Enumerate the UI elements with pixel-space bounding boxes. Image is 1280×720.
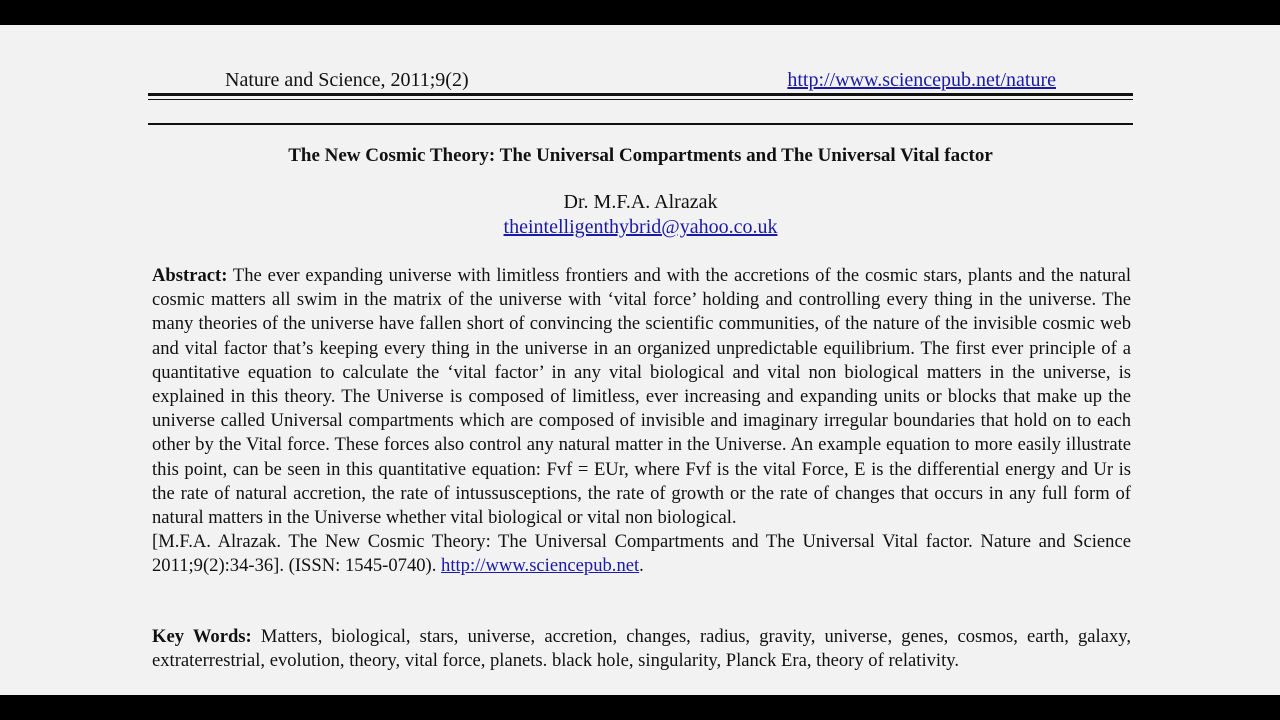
keywords-label: Key Words: — [152, 626, 252, 647]
abstract-section — [152, 264, 1131, 579]
abstract-paragraph — [152, 264, 1131, 530]
citation-end: . — [639, 555, 644, 577]
citation-text: [M.F.A. Alrazak. The New Cosmic Theory: The Universal Compartments and The Universal Vital factor. Nature and Science 2011;9(2):34-36]. (ISSN: 1545-0740). — [152, 531, 1131, 577]
document-page — [0, 25, 1280, 695]
title-rule — [148, 123, 1133, 125]
abstract-text: The ever expanding universe with limitless frontiers and with the accretions of the cosmic stars, plants and the natural cosmic matters all swim in the matrix of the universe with ‘vital force’ holding and controlling every thing in the universe. The many theories of the universe have fallen short of convincing the scientific communities, of the nature of the invisible cosmic web and vital factor that’s keeping every thing in the universe in an organized unpredictable equilibrium. The first ever principle of a quantitative equation to calculate the ‘vital factor’ in any vital biological and vital non biological matters in the universe, is explained in this theory. The Universe is composed of limitless, ever increasing and expanding units or blocks that make up the universe called Universal compartments which are composed of invisible and imaginary irregular boundaries that hold on to each other by the Vital force. These forces also control any natural matter in the Universe. An example equation to more easily illustrate this point, can be seen in this quantitative equation: Fvf = EUr, where Fvf is the vital Force, E is the differential energy and Ur is the rate of natural accretion, the rate of intussusceptions, the rate of growth or the rate of changes that occurs in any full form of natural matters in the Universe whether vital biological or vital non biological. — [152, 265, 1132, 529]
journal-url-link[interactable]: http://www.sciencepub.net/nature — [787, 69, 1056, 91]
abstract-label: Abstract: — [152, 265, 228, 286]
header-rule-thin — [148, 99, 1133, 100]
author-name: Dr. M.F.A. Alrazak — [563, 191, 718, 213]
abstract-citation — [152, 530, 1131, 578]
keywords-text: Matters, biological, stars, universe, accretion, changes, radius, gravity, universe, genes, cosmos, earth, galaxy, extraterrestrial, evolution, theory, vital force, planets. black hole, singularity, Planck Era, theory of relativity. — [152, 626, 1131, 672]
journal-citation: Nature and Science, 2011;9(2) — [225, 69, 469, 91]
citation-link[interactable]: http://www.sciencepub.net — [441, 555, 640, 577]
author-email — [148, 216, 1133, 239]
header-rule — [148, 93, 1133, 96]
author-email-link[interactable]: theintelligenthybrid@yahoo.co.uk — [503, 216, 778, 238]
paper-title: The New Cosmic Theory: The Universal Compartments and The Universal Vital factor — [288, 145, 993, 166]
keywords-section — [152, 625, 1131, 673]
